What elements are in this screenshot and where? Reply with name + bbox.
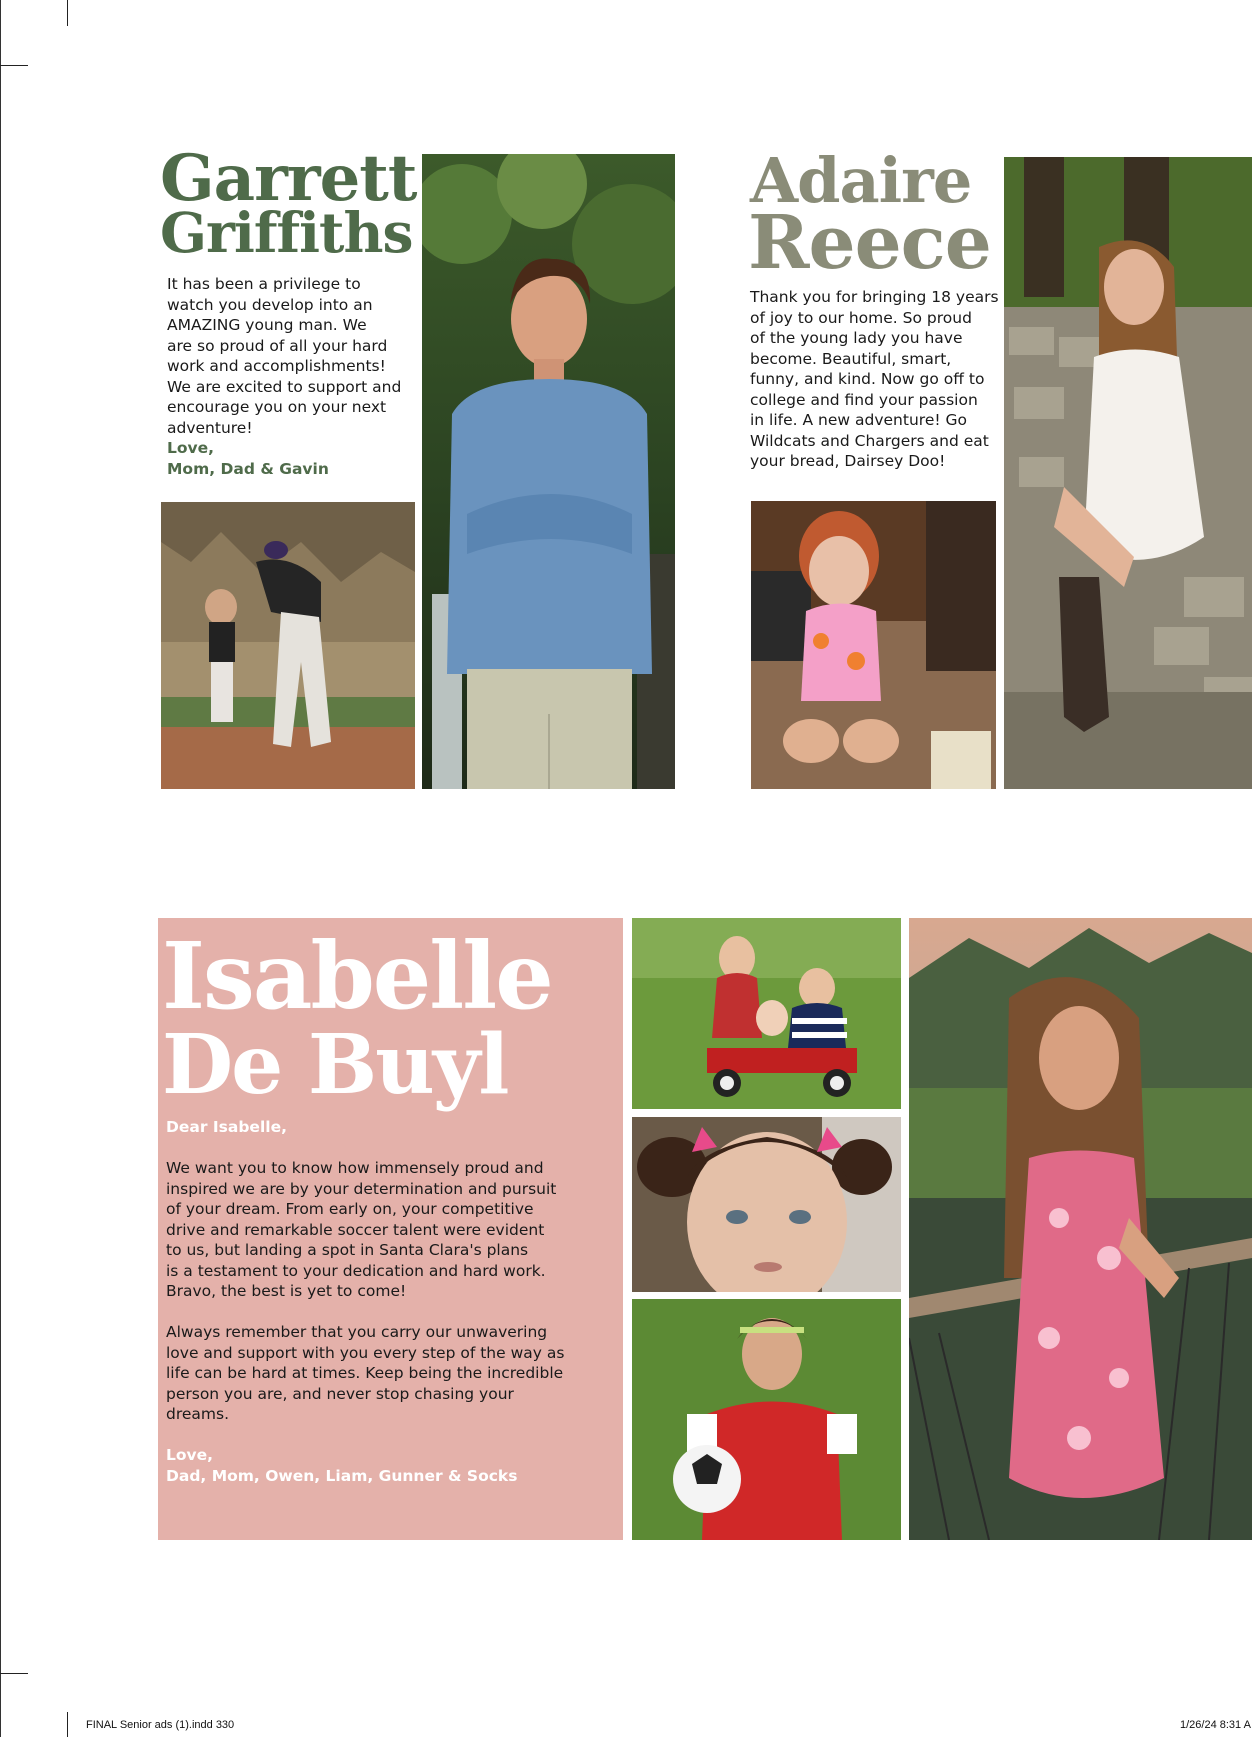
ad-name-last: De Buyl [162, 1017, 508, 1113]
ad-name-last: Griffiths [160, 200, 413, 265]
siblings-wagon-photo [632, 918, 901, 1109]
childhood-photo [751, 501, 996, 789]
baseball-action-photo [161, 502, 415, 789]
ad-message: Always remember that you carry our unwavering love and support with you every step of the way as life can be hard at times. Keep being the incredible person you are, and never stop chasing your dreams. [166, 1323, 565, 1423]
ad-message: We want you to know how immensely proud and inspired we are by your determination and pursuit of your dream. From early on, your competitive drive and remarkable soccer talent were evident to us, but landing a spot in Santa Clara's plans is a testament to your dedication and hard work. Bravo, the best is yet to come! [166, 1159, 557, 1300]
ad-name-last: Reece [748, 200, 991, 286]
file-slug: FINAL Senior ads (1).indd 330 [86, 1719, 235, 1731]
ad-greeting: Dear Isabelle, [166, 1118, 287, 1136]
ad-name-first: Isabelle [162, 922, 552, 1030]
ad-message: Thank you for bringing 18 years of joy to our home. So proud of the young lady you have become. Beautiful, smart, funny, and kind. Now go off to college and find your passion in life. A new adventure! Go Wildcats and Chargers and eat your bread, Dairsey Doo! [750, 288, 999, 470]
senior-portrait-photo [1004, 157, 1252, 789]
ad-message: It has been a privilege to watch you develop into an AMAZING young man. We are so proud of all your hard work and accomplishments! We are excited to support and encourage you on your next adventure! [167, 275, 402, 437]
crop-mark [67, 0, 68, 26]
senior-portrait-photo [909, 918, 1252, 1540]
crop-mark [0, 65, 28, 66]
youth-soccer-photo [632, 1299, 901, 1540]
toddler-photo [632, 1117, 901, 1292]
ad-name-first: Garrett [160, 141, 417, 216]
date-slug: 1/26/24 8:31 A [1180, 1719, 1251, 1731]
crop-mark [67, 1712, 68, 1737]
crop-mark [0, 1673, 28, 1674]
senior-portrait-photo [422, 154, 675, 789]
ad-signoff: Love, Mom, Dad & Gavin [167, 439, 329, 478]
ad-signoff: Love, Dad, Mom, Owen, Liam, Gunner & Socks [166, 1446, 518, 1485]
ad-name-first: Adaire [750, 144, 972, 217]
crop-mark [0, 0, 1, 1737]
